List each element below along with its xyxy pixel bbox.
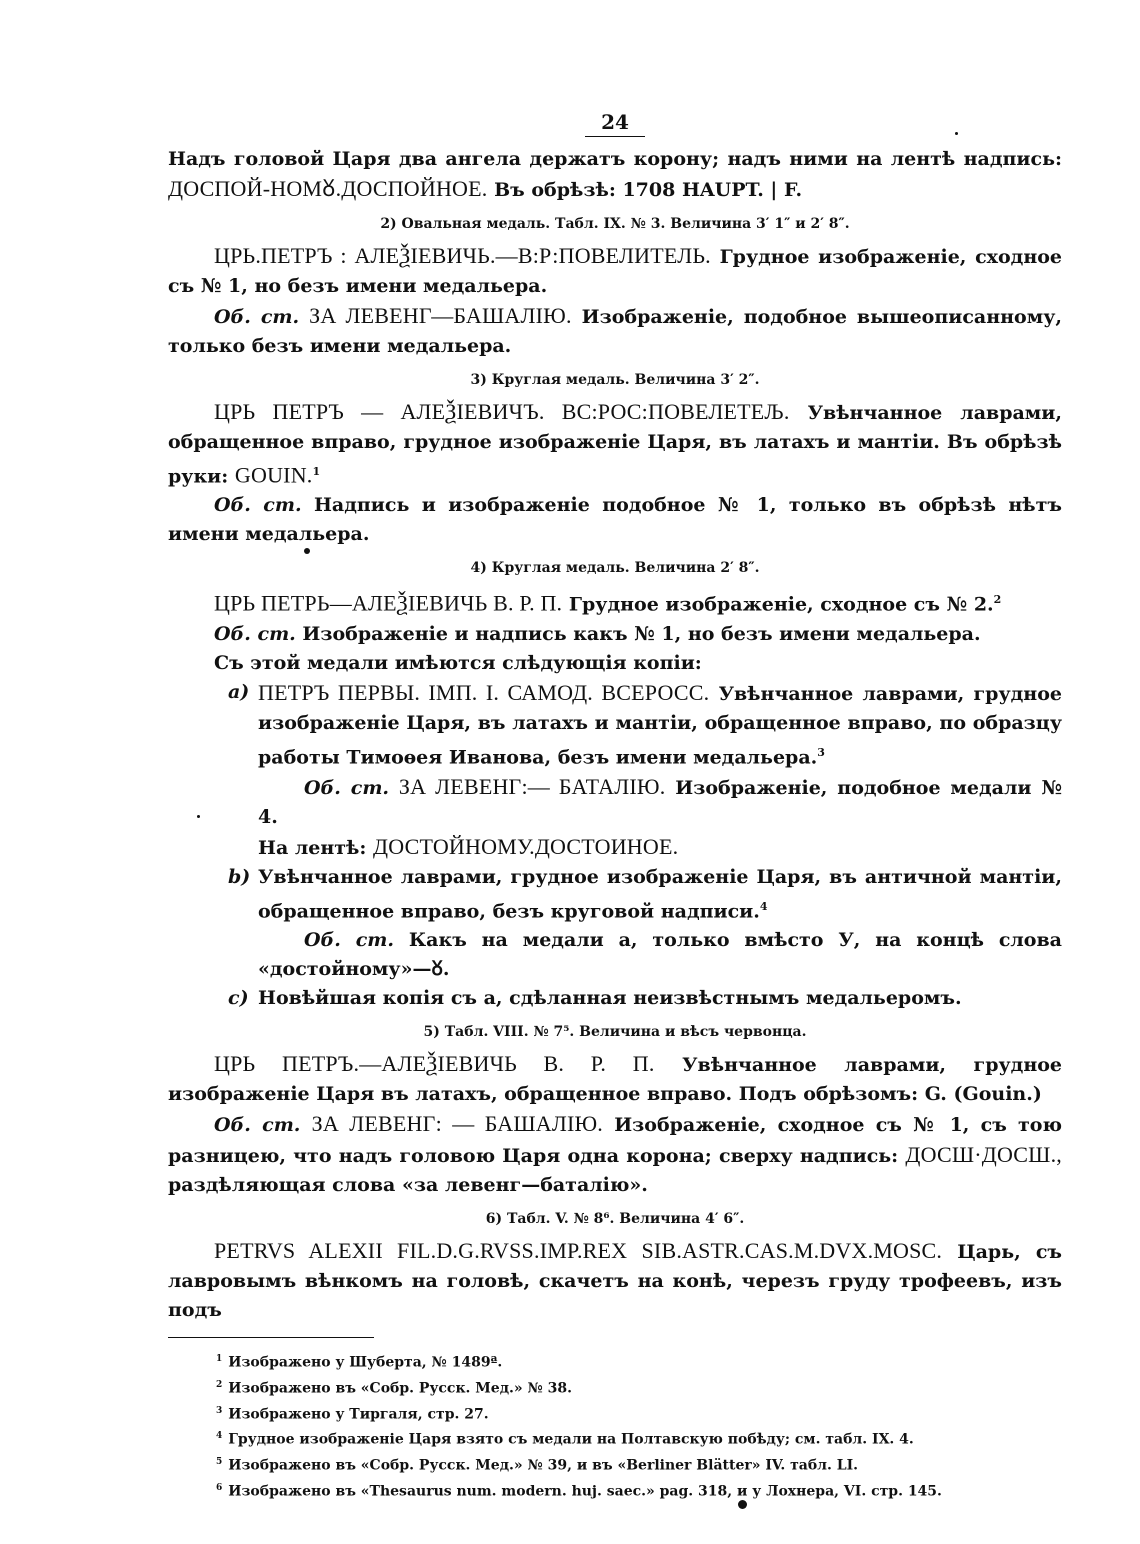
footnote-4 — [168, 1425, 1062, 1451]
copy-b-text: Увѣнчанное лаврами, грудное изображеніе Царя, въ античной мантіи, обращенное вправо, безъ круговой надписи. — [258, 865, 1062, 923]
s5-rev-label: Об. ст. — [214, 1114, 301, 1137]
footnote-6 — [168, 1477, 1062, 1503]
section-4-copies-intro: Съ этой медали имѣются слѣдующія копіи: — [214, 651, 702, 674]
intro-paragraph — [168, 145, 1062, 205]
section-3-reverse — [168, 491, 1062, 549]
s2-rev-caps: ЗА ЛЕВЕНГ—БАШАЛІЮ. — [309, 303, 572, 328]
footnote-2 — [168, 1374, 1062, 1400]
section-3-heading: 3) Круглая медаль. Величина 3′ 2″. — [470, 372, 760, 388]
footnote-5-text: Изображено въ «Собр. Русск. Мед.» № 39, и въ «Berliner Blätter» IV. табл. LI. — [228, 1457, 859, 1474]
s5-rev-caps2: ДОСШ·ДОСШ., — [905, 1142, 1062, 1168]
copy-b-rev-text: Какъ на медали a, только вмѣсто У, на концѣ слова «достойному»—ᲈ. — [258, 929, 1062, 981]
copy-a — [168, 678, 1062, 772]
s4-rev-text: Изображеніе и надпись какъ № 1, но безъ имени медальера. — [302, 622, 981, 645]
intro-tail: Въ обрѣзѣ: 1708 HAUPT. | F. — [494, 179, 803, 201]
s5-obv-caps: ЦРЬ ПЕТРЪ.—АЛЕѮІЕВИЧЬ В. Р. П. — [214, 1051, 655, 1077]
copy-b-rev-label: Об. ст. — [304, 929, 395, 952]
s2-obv-caps: ЦРЬ.ПЕТРЪ : АЛЕѮІЕВИЧЬ.—В:Р:ПОВЕЛИТЕЛЬ. — [214, 243, 711, 268]
copy-a-ribbon-text: На лентѣ: — [258, 836, 367, 859]
s2-obv-text: Грудное изображеніе, сходное съ № 1, но безъ имени медальера. — [168, 246, 1062, 297]
copy-a-caps: ПЕТРЪ ПЕРВЫ. IМП. I. САМОД. ВСЕРОСС. — [258, 679, 710, 705]
footnote-6-mark: 6 — [216, 1482, 223, 1493]
footnote-6-text: Изображено въ «Thesaurus num. modern. huj. saec.» pag. 318, и у Лохнера, VI. стр. 145. — [228, 1483, 942, 1500]
section-6-obverse — [168, 1236, 1062, 1325]
s3-rev-label: Об. ст. — [214, 494, 302, 517]
footnote-ref-2: 2 — [993, 593, 1002, 607]
s5-rev-text: Изображеніе, сходное съ № 1, съ тою разницею, что надъ головою Царя одна корона; сверху надпись: — [168, 1114, 1062, 1168]
page-number: 24 — [585, 110, 645, 137]
footnote-4-mark: 4 — [216, 1431, 223, 1442]
footnote-ref-1: 1 — [312, 465, 321, 478]
s2-rev-text: Изображеніе, подобное вышеописанному, только безъ имени медальера. — [168, 306, 1063, 357]
copy-a-label: a) — [228, 680, 250, 703]
footnote-ref-4: 4 — [759, 899, 768, 913]
s6-obv-text: Царь, съ лавровымъ вѣнкомъ на головѣ, скачетъ на конѣ, черезъ груду трофеевъ, изъ подъ — [168, 1241, 1062, 1322]
footnote-1-text: Изображено у Шуберта, № 1489ª. — [228, 1354, 503, 1371]
s4-obv-caps: ЦРЬ ПЕТРЬ—АЛЕѮІЕВИЧЬ В. Р. П. — [214, 590, 563, 616]
section-2-heading: 2) Овальная медаль. Табл. IX. № 3. Величина 3′ 1″ и 2′ 8″. — [380, 216, 850, 232]
s5-rev-caps: ЗА ЛЕВЕНГ: — БАШАЛІЮ. — [311, 1111, 603, 1137]
intro-text: Надъ головой Царя два ангела держатъ корону; надъ ними на лентѣ надпись: — [168, 148, 1062, 170]
document-page — [168, 110, 1062, 1502]
footnote-3-text: Изображено у Тиргаля, стр. 27. — [228, 1406, 489, 1423]
footnote-1 — [168, 1348, 1062, 1374]
footnote-divider — [168, 1337, 374, 1338]
scan-speck — [197, 815, 200, 818]
section-2-reverse — [168, 301, 1062, 361]
copy-b-reverse — [168, 926, 1062, 984]
section-2-obverse — [168, 241, 1062, 301]
section-4-reverse — [168, 620, 1062, 649]
section-4-obverse — [168, 585, 1062, 619]
intro-caps: ДОСПОЙ-НОМᲈ.ДОСПОЙНОЕ. — [168, 176, 488, 201]
copy-c — [168, 984, 1062, 1013]
section-3-obverse — [168, 397, 1062, 491]
s3-obv-caps: ЦРЬ ПЕТРЪ — АЛЕѮІЕВИЧЪ. ВС:РОС:ПОВЕЛЕТЕЉ. — [214, 399, 790, 424]
footnote-5-mark: 5 — [216, 1456, 223, 1467]
s5-rev-text2: раздѣляющая слова «за левенг—баталію». — [168, 1174, 648, 1197]
footnote-1-mark: 1 — [216, 1354, 223, 1365]
s5-obv-text: Увѣнчанное лаврами, грудное изображеніе Царя въ латахъ, обращенное вправо. Подъ обрѣзомъ: G. (Gouin.) — [168, 1054, 1062, 1106]
s4-rev-label: Об. ст. — [214, 622, 296, 645]
copy-a-rev-caps: ЗА ЛЕВЕНГ:— БАТАЛІЮ. — [398, 773, 666, 799]
copy-a-ribbon-caps: ДОСТОЙНОМУ.ДОСТОИНОЕ. — [373, 833, 679, 859]
s6-obv-caps: PETRVS ALEXII FIL.D.G.RVSS.IMP.REX SIB.ASTR.CAS.M.DVX.MOSC. — [214, 1238, 943, 1264]
scan-speck — [955, 132, 958, 135]
copy-a-rev-label: Об. ст. — [304, 776, 390, 799]
section-4-heading: 4) Круглая медаль. Величина 2′ 8″. — [470, 560, 760, 577]
copy-b — [168, 863, 1062, 926]
section-5-obverse — [168, 1049, 1062, 1109]
footnote-ref-3: 3 — [817, 745, 825, 759]
s3-obv-text: Увѣнчанное лаврами, обращенное вправо, грудное изображеніе Царя, въ латахъ и мантіи. Въ обрѣзѣ руки: — [168, 402, 1063, 488]
copy-a-reverse — [168, 772, 1062, 863]
copy-c-label: c) — [228, 987, 249, 1010]
copy-b-label: b) — [228, 865, 251, 888]
copy-a-ribbon — [258, 832, 1062, 863]
section-6-heading: 6) Табл. V. № 8⁶. Величина 4′ 6″. — [485, 1211, 745, 1228]
scan-speck — [738, 1500, 747, 1509]
scan-speck — [304, 548, 310, 554]
footnote-2-mark: 2 — [216, 1379, 223, 1390]
section-5-reverse — [168, 1109, 1062, 1200]
s2-rev-label: Об. ст. — [214, 306, 300, 328]
section-5-heading: 5) Табл. VIII. № 7⁵. Величина и вѣсъ червонца. — [423, 1024, 807, 1041]
copy-c-text: Новѣйшая копія съ a, сдѣланная неизвѣстнымъ медальеромъ. — [258, 987, 962, 1010]
footnote-3-mark: 3 — [216, 1405, 223, 1416]
s4-obv-text: Грудное изображеніе, сходное съ № 2. — [568, 593, 994, 616]
copy-a-rev-text: Изображеніе, подобное медали № 4. — [258, 776, 1062, 828]
footnote-2-text: Изображено въ «Собр. Русск. Мед.» № 38. — [228, 1380, 572, 1397]
footnote-4-text: Грудное изображеніе Царя взято съ медали на Полтавскую побѣду; см. табл. IX. 4. — [228, 1431, 914, 1448]
s3-rev-text: Надпись и изображеніе подобное № 1, только въ обрѣзѣ нѣтъ имени медальера. — [168, 494, 1062, 546]
footnote-3 — [168, 1400, 1062, 1426]
copy-a-text: Увѣнчанное лаврами, грудное изображеніе Царя, въ латахъ и мантіи, обращенное вправо, по образцу работы Тимоѳея Иванова, безъ имени медальера. — [258, 682, 1062, 768]
s3-obv-caps2: GOUIN. — [234, 462, 313, 488]
footnote-5 — [168, 1451, 1062, 1477]
